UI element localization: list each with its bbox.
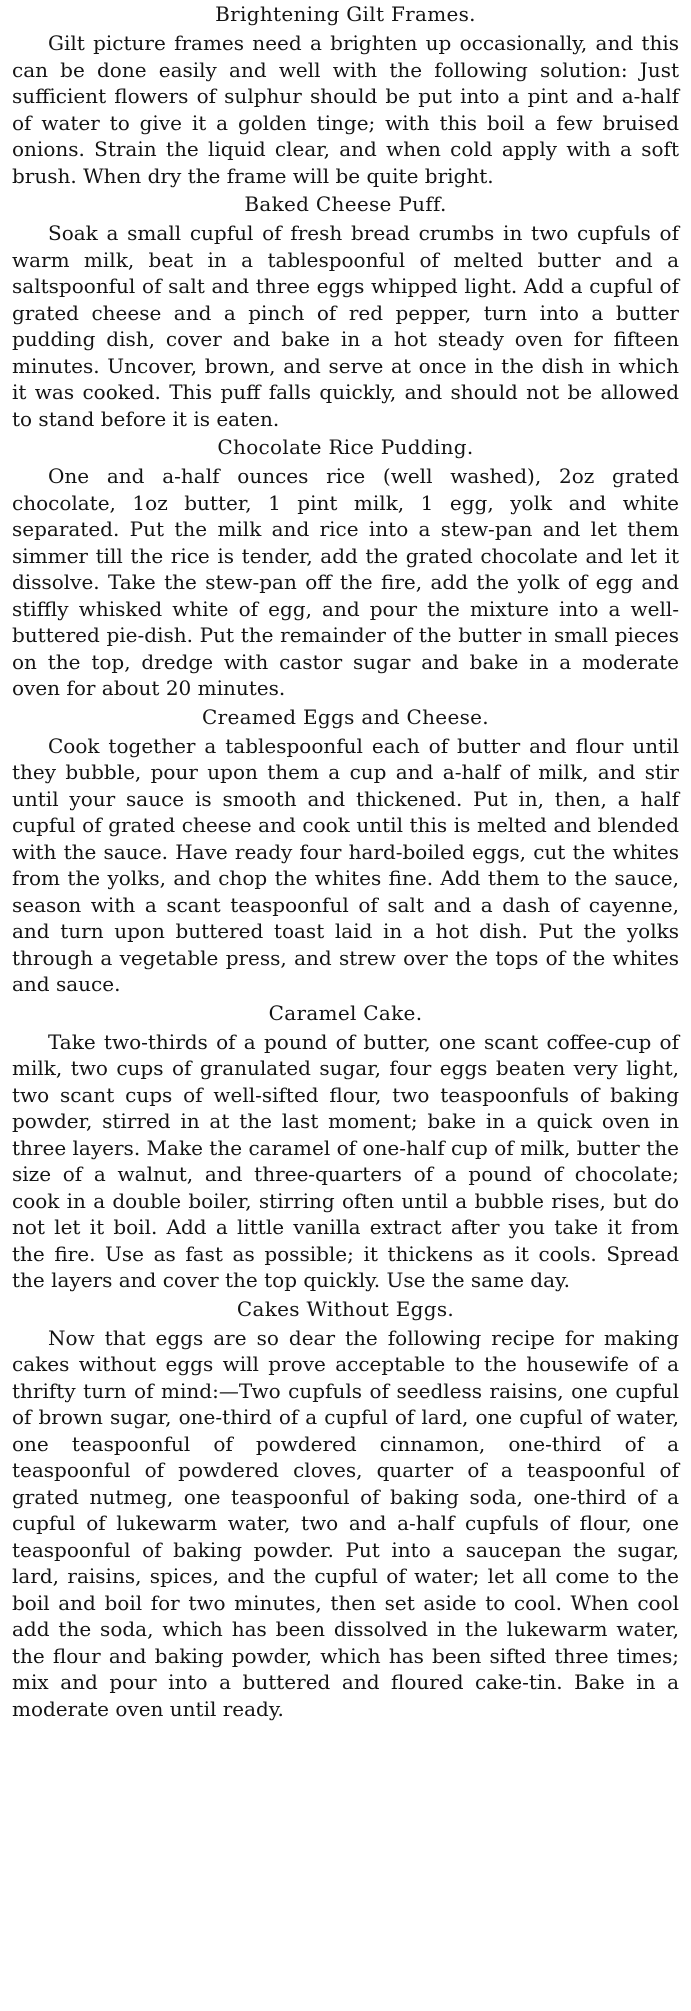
article-heading: Brightening Gilt Frames.: [215, 2, 476, 26]
article-body: Cook together a tablespoonful each of butter and flour until they bubble, pour upon them a cup and a-half of milk, and stir until your sauce is smooth and thickened. Put in, then, a half cupful of grated cheese and cook until this is melted and blended with the sauce. Have ready four hard-boiled eggs, cut the whites from the yolks, and chop the whites fine. Add them to the sauce, season with a scant teaspoonful of salt and a dash of cayenne, and turn upon buttered toast laid in a hot dish. Put the yolks through a vegetable press, and strew over the tops of the whites and sauce.: [12, 733, 679, 996]
article-heading: Chocolate Rice Pudding.: [217, 435, 474, 459]
article-body: Take two-thirds of a pound of butter, one scant coffee-cup of milk, two cups of granulated sugar, four eggs beaten very light, two scant cups of well-sifted flour, two teaspoonfuls of baking powder, stirred in at the last moment; bake in a quick oven in three layers. Make the caramel of one-half cup of milk, butter the size of a walnut, and three-quarters of a pound of chocolate; cook in a double boiler, stirring often until a bubble rises, but do not let it boil. Add a little vanilla extract after you take it from the fire. Use as fast as possible; it thickens as it cools. Spread the layers and cover the top quickly. Use the same day.: [12, 1029, 679, 1292]
article-creamed-eggs: [12, 705, 679, 998]
article-heading: Cakes Without Eggs.: [236, 1296, 455, 1321]
article-heading: Creamed Eggs and Cheese.: [202, 704, 489, 729]
article-body: Now that eggs are so dear the following recipe for making cakes without eggs will prove acceptable to the housewife of a thrifty turn of mind:—Two cupfuls of seedless raisins, one cupful of brown sugar, one-third of a cupful of lard, one cupful of water, one teaspoonful of powdered cinnamon, one-third of a teaspoonful of powdered cloves, quarter of a teaspoonful of grated nutmeg, one teaspoonful of baking soda, one-third of a cupful of lukewarm water, two and a-half cupfuls of flour, one teaspoonful of baking powder. Put into a saucepan the sugar, lard, raisins, spices, and the cupful of water; let all come to the boil and boil for two minutes, then set aside to cool. When cool add the soda, which has been dissolved in the lukewarm water, the flour and baking powder, which has been sifted three times; mix and pour into a buttered and floured cake-tin. Bake in a moderate oven until ready.: [12, 1325, 679, 1721]
article-gilt-frames: [12, 2, 679, 189]
article-cheese-puff: [12, 192, 679, 432]
article-heading: Baked Cheese Puff.: [244, 192, 447, 216]
article-heading: Caramel Cake.: [268, 1000, 423, 1025]
article-caramel-cake: [12, 1001, 679, 1294]
article-body: Gilt picture frames need a brighten up occasionally, and this can be done easily and well with the following solution: Just sufficient flowers of sulphur should be put into a pint and a-half of water to give it a golden tinge; with this boil a few bruised onions. Strain the liquid clear, and when cold apply with a soft brush. When dry the frame will be quite bright.: [12, 31, 679, 188]
newspaper-column: [0, 2, 691, 2011]
article-rice-pudding: [12, 435, 679, 702]
article-cakes-without-eggs: [12, 1297, 679, 1723]
article-body: One and a-half ounces rice (well washed), 2oz grated chocolate, 1oz butter, 1 pint milk, 1 egg, yolk and white separated. Put the milk and rice into a stew-pan and let them simmer till the rice is tender, add the grated chocolate and let it dissolve. Take the stew-pan off the fire, add the yolk of egg and stiffly whisked white of egg, and pour the mixture into a well-buttered pie-dish. Put the remainder of the butter in small pieces on the top, dredge with castor sugar and bake in a moderate oven for about 20 minutes.: [12, 464, 679, 700]
article-body: Soak a small cupful of fresh bread crumbs in two cupfuls of warm milk, beat in a tablespoonful of melted butter and a saltspoonful of salt and three eggs whipped light. Add a cupful of grated cheese and a pinch of red pepper, turn into a butter pudding dish, cover and bake in a hot steady oven for fifteen minutes. Uncover, brown, and serve at once in the dish in which it was cooked. This puff falls quickly, and should not be allowed to stand before it is eaten.: [12, 221, 679, 431]
